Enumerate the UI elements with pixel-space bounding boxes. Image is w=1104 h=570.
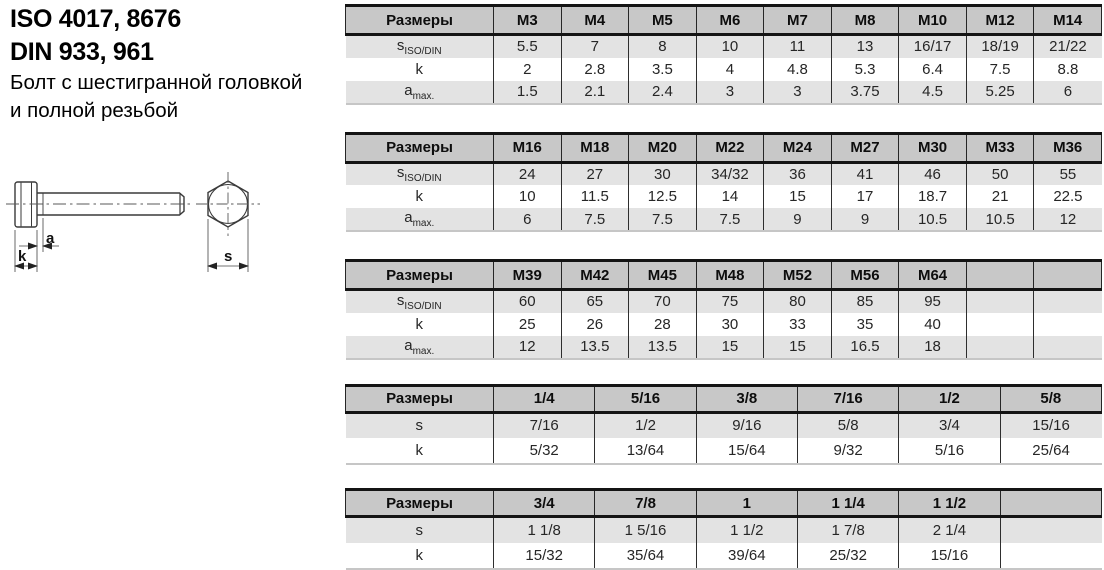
dimension-value-cell: 1.5 [494,81,562,104]
size-column-header: M7 [764,6,832,35]
row-label-cell [346,81,494,104]
dimension-value-cell: 6 [494,208,562,231]
dimension-value-cell: 5/16 [899,438,1000,464]
size-column-header: M33 [966,133,1034,162]
dimension-value-cell: 2.8 [561,58,629,81]
dimension-value-cell: 11 [764,35,832,58]
dimension-value-cell: 7 [561,35,629,58]
table-row [346,543,1102,569]
dimension-value-cell: 6.4 [899,58,967,81]
dimension-value-cell: 4 [696,58,764,81]
dimension-value-cell: 13.5 [561,336,629,359]
dimension-value-cell: 12 [494,336,562,359]
dimension-value-cell: 17 [831,185,899,208]
dimension-value-cell: 75 [696,290,764,313]
dimension-value-cell: 12.5 [629,185,697,208]
dimension-value-cell: 70 [629,290,697,313]
dimension-value-cell: 7.5 [629,208,697,231]
dimension-value-cell: 15/16 [1000,412,1101,438]
dimension-label-k: k [18,248,27,265]
dimension-value-cell: 7/16 [494,412,595,438]
size-column-header [1034,261,1102,290]
dimension-value-cell [1034,336,1102,359]
product-description-line-2: и полной резьбой [10,99,179,122]
dimension-value-cell: 30 [696,313,764,336]
size-column-header: M18 [561,133,629,162]
dimension-value-cell: 34/32 [696,162,764,185]
dimension-value-cell: 7.5 [561,208,629,231]
dimension-value-cell: 22.5 [1034,185,1102,208]
size-column-header: M42 [561,261,629,290]
size-column-header: M36 [1034,133,1102,162]
dimension-value-cell: 10 [696,35,764,58]
dimension-value-cell: 10 [494,185,562,208]
dimension-value-cell: 9/32 [797,438,898,464]
dimension-value-cell: 18/19 [966,35,1034,58]
row-label-cell [346,208,494,231]
dimension-value-cell [966,313,1034,336]
dimension-value-cell: 16/17 [899,35,967,58]
size-table-2 [345,132,1102,233]
dimension-value-cell: 15 [696,336,764,359]
bolt-head-side [15,182,37,227]
row-label-cell [346,162,494,185]
size-column-header: M3 [494,6,562,35]
size-column-header: 1/2 [899,385,1000,412]
dimension-value-cell: 27 [561,162,629,185]
dimension-value-cell: 50 [966,162,1034,185]
row-label-subscript: max. [412,90,435,102]
dimension-value-cell: 60 [494,290,562,313]
dimension-value-cell: 2 [494,58,562,81]
iso-standard-title: ISO 4017, 8676 [10,5,181,33]
product-description-line-1: Болт с шестигранной головкой [10,71,303,94]
row-label-cell [346,290,494,313]
dimension-value-cell: 55 [1034,162,1102,185]
dimension-value-cell: 5/8 [797,412,898,438]
table-row [346,438,1102,464]
dimension-value-cell: 5.5 [494,35,562,58]
dimension-value-cell: 15/32 [494,543,595,569]
table-row [346,58,1102,81]
table-row [346,290,1102,313]
dimension-value-cell: 80 [764,290,832,313]
size-column-header: 1 1/2 [899,490,1000,517]
dimension-value-cell: 40 [899,313,967,336]
dimension-value-cell [1000,543,1101,569]
size-column-header: M14 [1034,6,1102,35]
din-standard-title: DIN 933, 961 [10,38,154,66]
corner-header-sizes: Размеры [346,385,494,412]
row-label: s [415,521,423,539]
size-column-header: 1 [696,490,797,517]
bolt-technical-drawing [0,155,310,280]
bolt-side-view [6,182,194,227]
row-label: k [415,442,423,459]
row-label: k [415,188,423,205]
dimension-value-cell: 9/16 [696,412,797,438]
row-label: k [415,60,423,78]
row-label: s [396,36,405,54]
row-label: s [396,291,405,309]
dimension-value-cell: 8.8 [1034,58,1102,81]
size-column-header: M22 [696,133,764,162]
dimension-value-cell: 13/64 [595,438,696,464]
dimension-value-cell: 25/64 [1000,438,1101,464]
corner-header-sizes: Размеры [346,133,494,162]
dimension-value-cell: 21/22 [1034,35,1102,58]
row-label-subscript: max. [412,218,435,229]
dimension-value-cell: 95 [899,290,967,313]
dimension-tables [345,4,1102,570]
dimension-value-cell: 18 [899,336,967,359]
bolt-hex-end-view [196,172,260,236]
dimension-value-cell: 36 [764,162,832,185]
dimension-value-cell [966,336,1034,359]
dimension-value-cell: 15 [764,185,832,208]
size-column-header: M5 [629,6,697,35]
corner-header-sizes: Размеры [346,6,494,35]
size-column-header: M10 [899,6,967,35]
row-label: k [415,315,423,333]
dimension-value-cell: 3 [696,81,764,104]
dimension-value-cell: 3/4 [899,412,1000,438]
size-column-header: M30 [899,133,967,162]
size-table-3 [345,259,1102,360]
dimension-value-cell: 25 [494,313,562,336]
size-column-header: 3/8 [696,385,797,412]
dimension-value-cell: 2 1/4 [899,517,1000,543]
row-label-cell [346,438,494,464]
size-column-header: 5/16 [595,385,696,412]
dimension-value-cell [1034,290,1102,313]
dimension-value-cell: 7.5 [696,208,764,231]
dimension-value-cell: 15/64 [696,438,797,464]
size-column-header [966,261,1034,290]
size-column-header: M45 [629,261,697,290]
row-label-cell [346,517,494,543]
row-label-cell [346,58,494,81]
dimension-value-cell: 25/32 [797,543,898,569]
dimension-value-cell: 30 [629,162,697,185]
table-row [346,208,1102,231]
size-column-header: 3/4 [494,490,595,517]
table-row [346,35,1102,58]
size-table-1 [345,4,1102,105]
size-column-header: M4 [561,6,629,35]
dimension-value-cell: 8 [629,35,697,58]
size-column-header: M27 [831,133,899,162]
row-label: a [404,209,413,226]
dimension-value-cell: 5.25 [966,81,1034,104]
table-row [346,336,1102,359]
dimension-value-cell: 14 [696,185,764,208]
row-label-subscript: ISO/DIN [404,45,442,57]
size-column-header: 1/4 [494,385,595,412]
table-row [346,81,1102,104]
corner-header-sizes: Размеры [346,490,494,517]
dimension-value-cell: 46 [899,162,967,185]
dimension-value-cell: 7.5 [966,58,1034,81]
dimension-value-cell: 35 [831,313,899,336]
dimension-value-cell: 1 5/16 [595,517,696,543]
size-column-header: M8 [831,6,899,35]
row-label-cell [346,185,494,208]
size-column-header: M48 [696,261,764,290]
dimension-value-cell: 13 [831,35,899,58]
row-label: s [396,164,405,182]
dimension-value-cell: 15 [764,336,832,359]
size-column-header [1000,490,1101,517]
size-column-header: M52 [764,261,832,290]
dimension-value-cell: 2.1 [561,81,629,104]
dimension-value-cell: 13.5 [629,336,697,359]
size-column-header: M24 [764,133,832,162]
dimension-value-cell: 18.7 [899,185,967,208]
dimension-value-cell: 16.5 [831,336,899,359]
dimension-value-cell: 1 1/8 [494,517,595,543]
size-column-header: M64 [899,261,967,290]
row-label-cell [346,543,494,569]
dimension-value-cell: 26 [561,313,629,336]
dimension-value-cell: 10.5 [966,208,1034,231]
dimension-value-cell: 35/64 [595,543,696,569]
row-label-cell [346,313,494,336]
dimension-value-cell: 11.5 [561,185,629,208]
dimension-value-cell: 21 [966,185,1034,208]
size-column-header: M56 [831,261,899,290]
size-column-header: M39 [494,261,562,290]
dimension-value-cell: 41 [831,162,899,185]
table-row [346,185,1102,208]
dimension-value-cell: 28 [629,313,697,336]
size-column-header: 7/16 [797,385,898,412]
size-column-header: M12 [966,6,1034,35]
row-label-subscript: ISO/DIN [404,173,442,185]
title-block [10,3,302,125]
row-label-cell [346,336,494,359]
dimension-value-cell: 15/16 [899,543,1000,569]
size-column-header: M16 [494,133,562,162]
size-table-5 [345,488,1102,570]
size-column-header: 7/8 [595,490,696,517]
dimension-label-s: s [224,248,233,265]
dimension-value-cell: 24 [494,162,562,185]
dimension-label-a: a [46,230,55,247]
dimension-value-cell: 3 [764,81,832,104]
table-row [346,412,1102,438]
dimension-value-cell: 1 7/8 [797,517,898,543]
dimension-value-cell: 3.5 [629,58,697,81]
corner-header-sizes: Размеры [346,261,494,290]
row-label: k [415,546,423,564]
dimension-value-cell: 3.75 [831,81,899,104]
dimension-value-cell [966,290,1034,313]
row-label-cell [346,412,494,438]
row-label-cell [346,35,494,58]
dimension-value-cell: 5.3 [831,58,899,81]
dimension-value-cell: 1 1/2 [696,517,797,543]
dimension-value-cell [1034,313,1102,336]
dimension-value-cell: 1/2 [595,412,696,438]
dimension-value-cell: 85 [831,290,899,313]
dimension-value-cell: 5/32 [494,438,595,464]
size-table-4 [345,384,1102,466]
table-row [346,162,1102,185]
dimension-value-cell: 33 [764,313,832,336]
dimension-value-cell: 12 [1034,208,1102,231]
dimension-value-cell: 9 [764,208,832,231]
dimension-value-cell: 39/64 [696,543,797,569]
dimension-value-cell: 2.4 [629,81,697,104]
size-column-header: M6 [696,6,764,35]
row-label: a [404,336,413,354]
dimension-value-cell [1000,517,1101,543]
row-label-subscript: max. [412,345,435,357]
size-column-header: M20 [629,133,697,162]
table-row [346,313,1102,336]
row-label: s [415,417,423,435]
dimension-value-cell: 4.5 [899,81,967,104]
dimension-value-cell: 9 [831,208,899,231]
table-row [346,517,1102,543]
row-label-subscript: ISO/DIN [404,300,442,312]
dimension-value-cell: 6 [1034,81,1102,104]
dimension-value-cell: 65 [561,290,629,313]
dimension-value-cell: 10.5 [899,208,967,231]
size-column-header: 5/8 [1000,385,1101,412]
row-label: a [404,81,413,99]
dimension-value-cell: 4.8 [764,58,832,81]
size-column-header: 1 1/4 [797,490,898,517]
